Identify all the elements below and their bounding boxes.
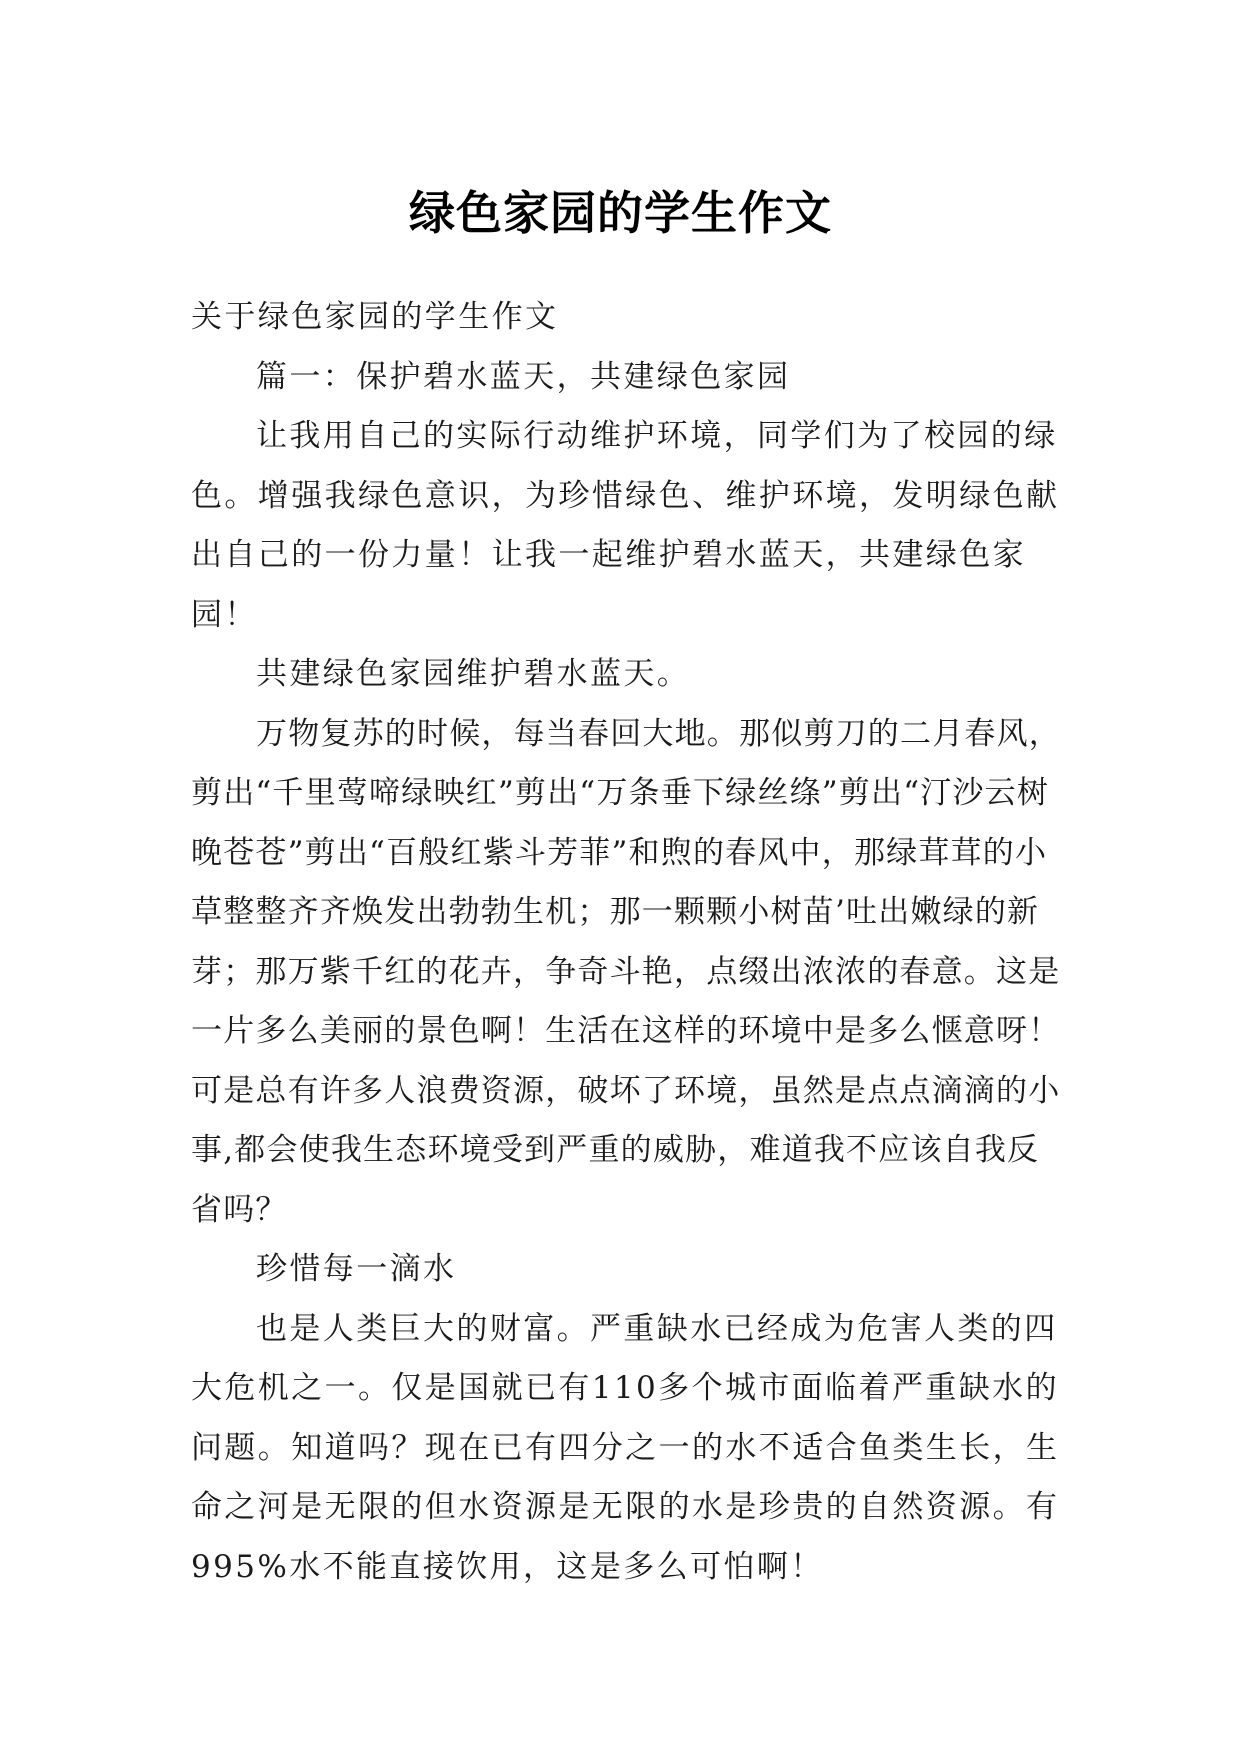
- document-title: 绿色家园的学生作文: [409, 185, 832, 240]
- body-paragraph: 让我用自己的实际行动维护环境，同学们为了校园的绿色。增强我绿色意识，为珍惜绿色、维护环境，发明绿色献出自己的一份力量！让我一起维护碧水蓝天，共建绿色家园！: [191, 418, 1060, 633]
- document-subtitle: 关于绿色家园的学生作文: [191, 299, 559, 335]
- body-paragraph: 共建绿色家园维护碧水蓝天。: [256, 656, 691, 692]
- body-paragraph: 万物复苏的时候，每当春回大地。那似剪刀的二月春风，剪出“千里莺啼绿映红”剪出“万条垂下绿丝绦”剪出“汀沙云树晚苍苍”剪出“百般红紫斗芳菲”和煦的春风中，那绿茸茸的小草整整齐齐焕发出勃勃生机；那一颗颗小树苗’吐出嫩绿的新芽；那万紫千红的花卉，争奇斗艳，点缀出浓浓的春意。这是一片多么美丽的景色啊！生活在这样的环境中是多么惬意呀！可是总有许多人浪费资源，破坏了环境，虽然是点点滴滴的小事,都会使我生态环境受到严重的威胁，难道我不应该自我反省吗？: [191, 715, 1061, 1228]
- section-heading-water: 珍惜每一滴水: [256, 1251, 457, 1287]
- document-body: [191, 288, 1061, 1597]
- body-paragraph: 也是人类巨大的财富。严重缺水已经成为危害人类的四大危机之一。仅是国就已有110多个城市面临着严重缺水的问题。知道吗？现在已有四分之一的水不适合鱼类生长，生命之河是无限的但水资源是无限的水是珍贵的自然资源。有995%水不能直接饮用，这是多么可怕啊！: [191, 1310, 1060, 1585]
- section-heading-part-one: 篇一：保护碧水蓝天，共建绿色家园: [256, 358, 791, 395]
